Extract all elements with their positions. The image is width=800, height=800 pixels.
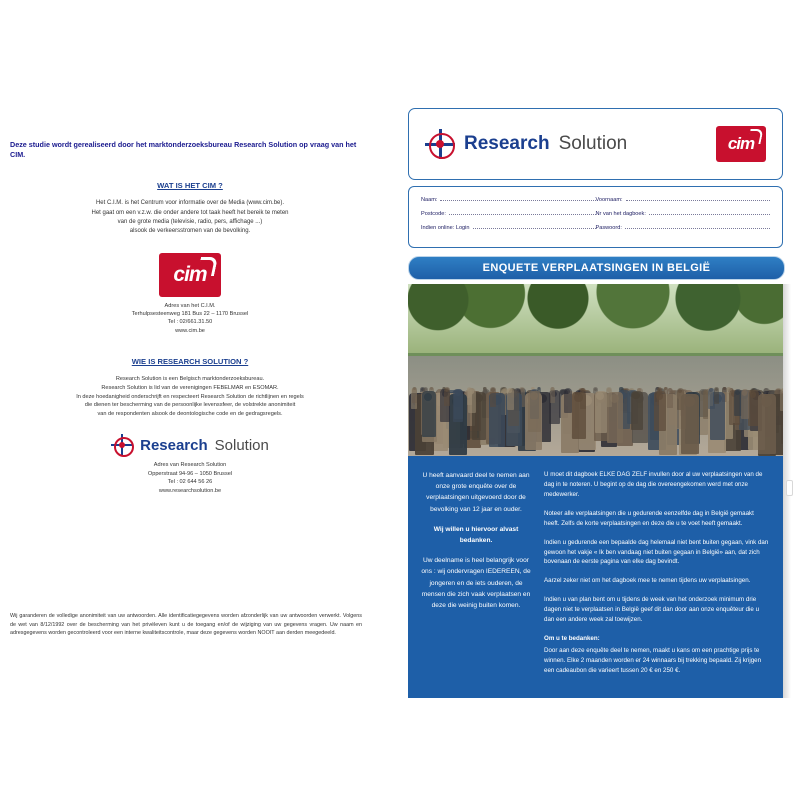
cim-logo-text: cim [173,262,207,286]
rs-address-title: Adres van Research Solution [153,462,227,469]
brochure-target-icon [425,129,455,159]
reward-heading: Om u te bedanken: [544,635,600,643]
instructions-block [408,456,783,698]
participation-paragraph: Uw deelname is heel belangrijk voor ons : wij ondervragen IEDEREEN, de jongeren en de iets ouderen, de mensen die zich vaak verplaatsen en deze die weinig buiten komen. [421,557,531,610]
label-nr-dagboek: Nr van het dagboek: [595,211,646,217]
input-voornaam[interactable] [626,194,770,201]
research-solution-logo [10,434,370,456]
cim-address-line-1: Terhulpsesteenweg 181 Bus 22 – 1170 Brussel [131,311,249,318]
survey-title-banner [408,256,785,280]
rs-address-line-1: Opperstraat 94-96 – 1050 Brussel [147,470,233,477]
input-naam[interactable] [440,194,595,201]
instruction-4: Aarzel zeker niet om het dagboek mee te nemen tijdens uw verplaatsingen. [544,577,751,585]
research-solution-target-icon [111,434,133,456]
rs-logo-word-research: Research [140,436,208,454]
cim-website-link[interactable]: www.cim.be [175,327,205,334]
lead-paragraph: Deze studie wordt gerealiseerd door het marktonderzoeksbureau Research Solution op vraag van het CIM. [10,140,357,159]
brochure-logo-word-research: Research [464,133,550,154]
rs-address-line-2: Tel : 02 644 56 26 [167,479,213,486]
label-indien-online-login: Indien online: Login [421,225,470,231]
field-paswoord[interactable] [596,222,771,231]
rs-desc-line-3: In deze hoedanigheid onderschrijft en respecteert Research Solution de richtlijnen en regels [76,393,304,400]
input-paswoord[interactable] [625,222,770,229]
form-row-postcode [421,208,770,217]
page-notch [786,480,793,496]
input-login[interactable] [473,222,596,229]
cim-desc-line-4: alsook de verkeersstromen van de bevolking. [129,228,251,235]
cim-address [10,302,370,336]
input-nr-dagboek[interactable] [649,208,770,215]
section-title-research-solution: WIE IS RESEARCH SOLUTION ? [131,357,249,367]
brochure-logo-word-solution: Solution [558,133,628,154]
reward-paragraph: Door aan deze enquête deel te nemen, maakt u kans om een prachtige prijs te winnen. Elke 2 maanden worden er 24 winnaars bij trekking bepaald. Zij krijgen een cadeaubon die varieert tussen 20 € en 250 €. [544,646,762,674]
rs-desc-line-5: van de respondenten alsook de deontologische code en de gedragsregels. [97,410,283,417]
label-voornaam: Voornaam: [595,197,623,203]
field-nr-dagboek[interactable] [596,208,771,217]
form-row-login [421,222,770,231]
field-voornaam[interactable] [596,194,771,203]
label-postcode: Postcode: [421,211,446,217]
cim-desc-line-1: Het C.I.M. is het Centrum voor informatie over de Media (www.cim.be). [95,200,285,207]
brochure-header-card [408,108,783,180]
instruction-5: Indien u van plan bent om u tijdens de week van het onderzoek minimum drie dagen niet te verplaatsen in België geef dit dan door aan onze enquêteur die u dan een andere week zal toewijzen. [544,596,760,624]
rs-website-link[interactable]: www.researchsolution.be [158,487,222,494]
photo-crowd-figures [408,349,783,456]
instructions-right-column [544,470,771,688]
cim-address-line-2: Tel : 02/661.31.50 [167,319,213,326]
instruction-2: Noteer alle verplaatsingen die u gedurende eenzelfde dag in België gemaakt heeft. Zelfs de korte verplaatsingen en deze die u te voet heeft gemaakt. [544,509,754,527]
brochure-cim-logo-text: cim [727,134,755,153]
input-postcode[interactable] [449,208,596,215]
thanks-paragraph: Wij willen u hiervoor alvast bedanken. [433,525,519,545]
rs-address [10,461,370,495]
intro-paragraph: U heeft aanvaard deel te nemen aan onze grote enquête over de verplaatsingen uitgevoerd door de bevolking van 12 jaar en ouder. [422,472,530,513]
field-login[interactable] [421,222,596,231]
brochure-research-solution-logo [425,129,627,159]
cim-desc-line-2: Het gaat om een v.z.w. die onder andere tot taak heeft het bereik te meten [91,209,289,216]
field-postcode[interactable] [421,208,596,217]
left-panel [10,140,370,680]
rs-desc-line-1: Research Solution is een Belgisch marktonderzoeksbureau. [115,376,265,383]
instructions-left-column [420,470,532,688]
instruction-1: U moet dit dagboek ELKE DAG ZELF invullen door al uw verplaatsingen van de dag in te noteren. U begint op de dag die overeengekomen werd met onze medewerker. [544,471,763,498]
rs-logo-word-solution: Solution [214,436,269,454]
section-title-cim: WAT IS HET CIM ? [157,181,223,191]
cim-desc-line-3: van de grote media (televisie, radio, pers, affichage ...) [117,219,263,226]
cover-photo-crowd [408,284,783,456]
field-naam[interactable] [421,194,596,203]
label-paswoord: Paswoord: [595,225,622,231]
rs-description [10,375,370,418]
rs-desc-line-4: die dienen ter bescherming van de persoonlijke levenssfeer, de volstrekte anonimiteit [84,402,296,409]
form-row-name [421,194,770,203]
brochure-panel [400,108,790,698]
survey-title-text: ENQUETE VERPLAATSINGEN IN BELGIË [482,262,711,274]
cim-address-title: Adres van het C.I.M. [164,302,216,309]
cim-logo [159,253,221,297]
cim-description [10,199,370,236]
instruction-3: Indien u gedurende een bepaalde dag helemaal niet bent buiten gegaan, vink dan gewoon het vakje « Ik ben vandaag niet buiten gegaan in België» aan, dat zich bovenaan de eerste pagina van elke dag bevindt. [544,538,769,566]
label-naam: Naam: [421,197,438,203]
respondent-form [408,186,783,248]
privacy-footer-note: Wij garanderen de volledige anonimiteit van uw antwoorden. Alle identificatiegegevens worden afzonderlijk van uw antwoorden verwerkt. Volgens de wet van 8/12/1992 over de bescherming van het privéleven kunt u de toegang en/of de wijziging van uw gegevens vragen. Uw naam en adresgegevens worden gecontroleerd voor een interne kwaliteitscontrole, maar deze gegevens worden NOOIT aan derden meegedeeld. [10,613,362,637]
rs-desc-line-2: Research Solution is lid van de verenigingen FEBELMAR en ESOMAR. [101,384,279,391]
brochure-cim-logo [716,126,766,162]
